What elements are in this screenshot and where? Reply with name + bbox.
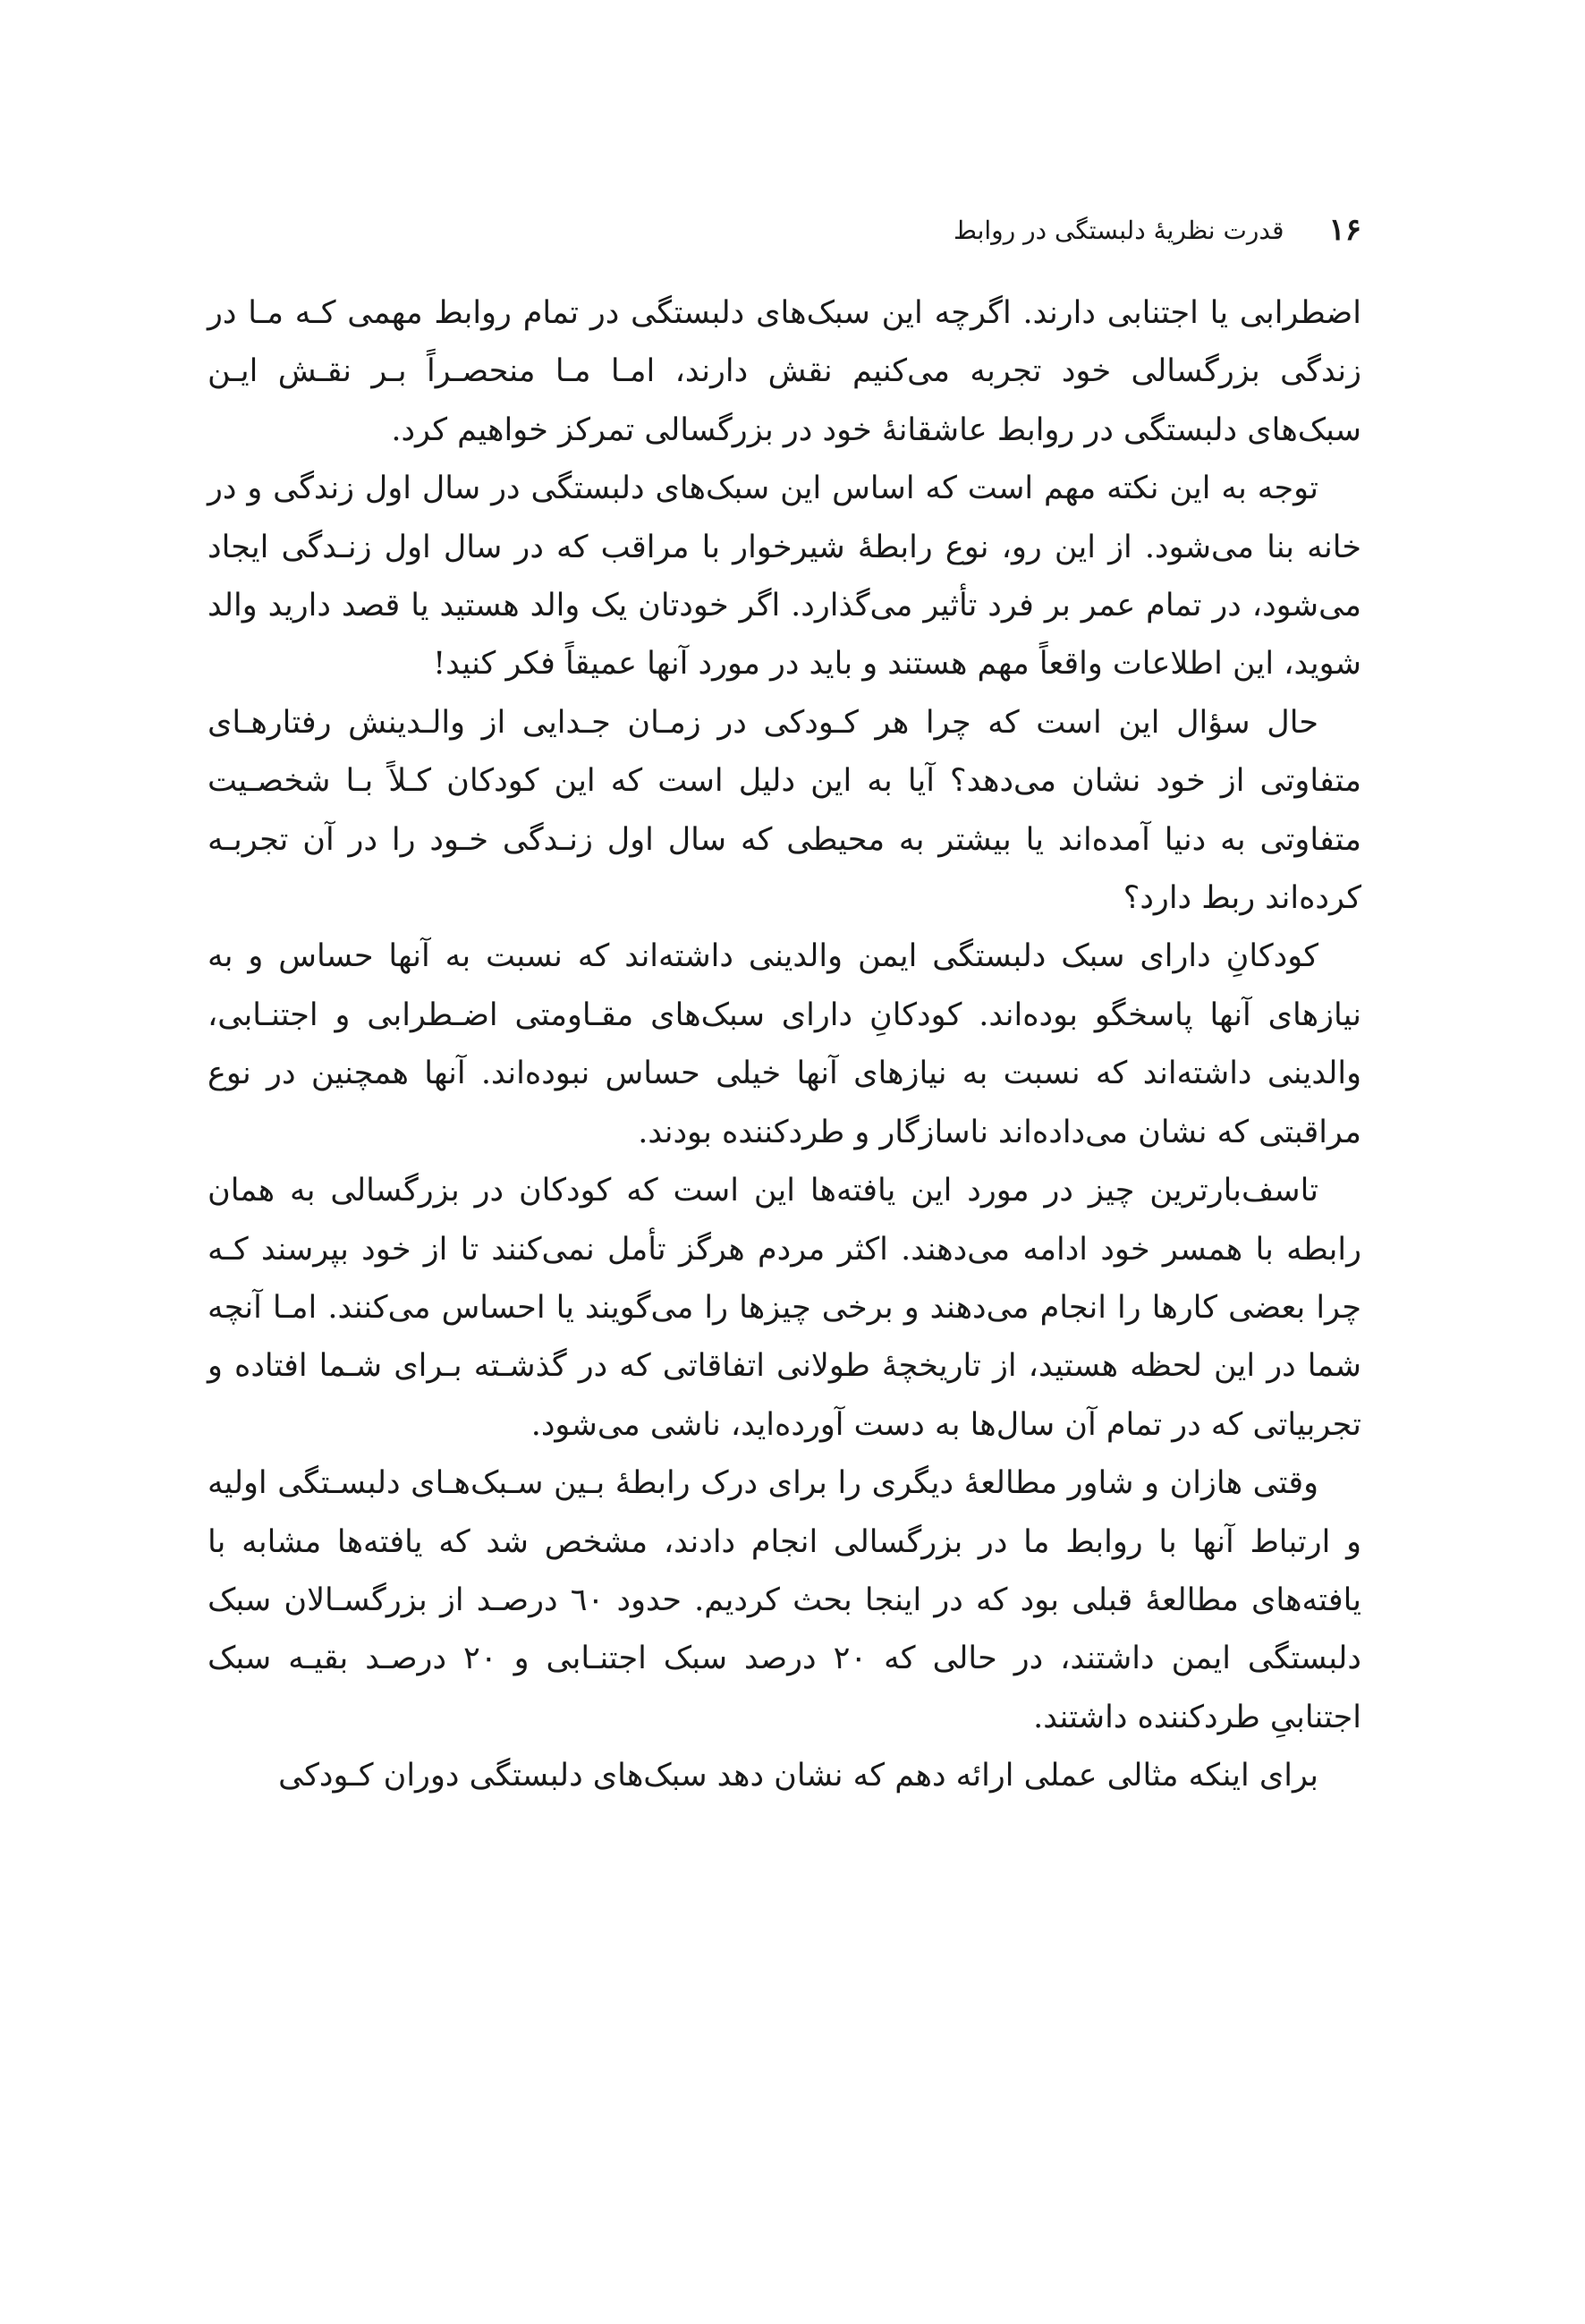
paragraph: کودکانِ دارای سبک دلبستگی ایمن والدینی داشته‌اند که نسبت به آنها حساس و به نیازهای آنها پاسخگو بوده‌اند. کودکانِ دارای سبک‌های مقـاومتی اضـطرابی و اجتنـابی، والدینی داشته‌اند که نسبت به نیازهای آنها خیلی حساس نبوده‌اند. آنها همچنین در نوع مراقبتی که نشان می‌داده‌اند ناسازگار و طردکننده بودند. <box>208 938 1361 1150</box>
paragraph: اضطرابی یا اجتنابی دارند. اگرچه این سبک‌های دلبستگی در تمام روابط مهمی کـه مـا در زندگی بزرگسالی خود تجربه می‌کنیم نقش دارند، امـا مـا منحصـراً بـر نقـش ایـن سبک‌های دلبستگی در روابط عاشقانهٔ خود در بزرگسالی تمرکز خواهیم کرد. <box>208 295 1361 448</box>
paragraph: وقتی هازان و شاور مطالعهٔ دیگری را برای درک رابطهٔ بـین سـبک‌هـای دلبسـتگی اولیه و ارتباط آنها با روابط ما در بزرگسالی انجام دادند، مشخص شد که یافته‌ها مشابه با یافته‌های مطالعهٔ قبلی بود که در اینجا بحث کردیم. حدود ٦٠ درصـد از بزرگسـالان سبک دلبستگی ایمن داشتند، در حالی که ٢٠ درصد سبک اجتنـابی و ٢٠ درصـد بقیـه سبک اجتنابیِ طردکننده داشتند. <box>208 1465 1362 1735</box>
paragraph: توجه به این نکته مهم است که اساس این سبک‌های دلبستگی در سال اول زندگی و در خانه بنا می‌شود. از این رو، نوع رابطهٔ شیرخوار با مراقب که در سال اول زنـدگی ایجاد می‌شود، در تمام عمر بر فرد تأثیر می‌گذارد. اگر خودتان یک والد هستید یا قصد دارید والد شوید، این اطلاعات واقعاً مهم هستند و باید در مورد آنها عمیقاً فکر کنید! <box>208 471 1361 683</box>
paragraph: برای اینکه مثالی عملی ارائه دهم که نشان دهد سبک‌های دلبستگی دوران کـودکی <box>278 1758 1318 1794</box>
paragraph: تاسف‌بارترین چیز در مورد این یافته‌ها این است که کودکان در بزرگسالی به همان رابطه با همسر خود ادامه می‌دهند. اکثر مردم هرگز تأمل نمی‌کنند تا از خود بپرسند کـه چرا بعضی کارها را انجام می‌دهند و برخی چیزها را می‌گویند یا احساس می‌کنند. امـا آنچه شما در این لحظه هستید، از تاریخچهٔ طولانی اتفاقاتی که در گذشـته بـرای شـما افتاده و تجربیاتی که در تمام آن سال‌ها به دست آورده‌اید، ناشی می‌شود. <box>208 1173 1361 1443</box>
paragraph: حال سؤال این است که چرا هر کـودکی در زمـان جـدایی از والـدینش رفتارهـای متفاوتی از خود نشان می‌دهد؟ آیا به این دلیل است که این کودکان کـلاً بـا شخصـیت متفاوتی به دنیا آمده‌اند یا بیشتر به محیطی که سال اول زنـدگی خـود را در آن تجربـه کرده‌اند ربط دارد؟ <box>208 704 1361 917</box>
page-number: ۱۶ <box>1328 212 1361 248</box>
running-header <box>322 208 1361 252</box>
body-text <box>208 284 1361 1806</box>
running-title: قدرت نظریهٔ دلبستگی در روابط <box>954 215 1284 245</box>
